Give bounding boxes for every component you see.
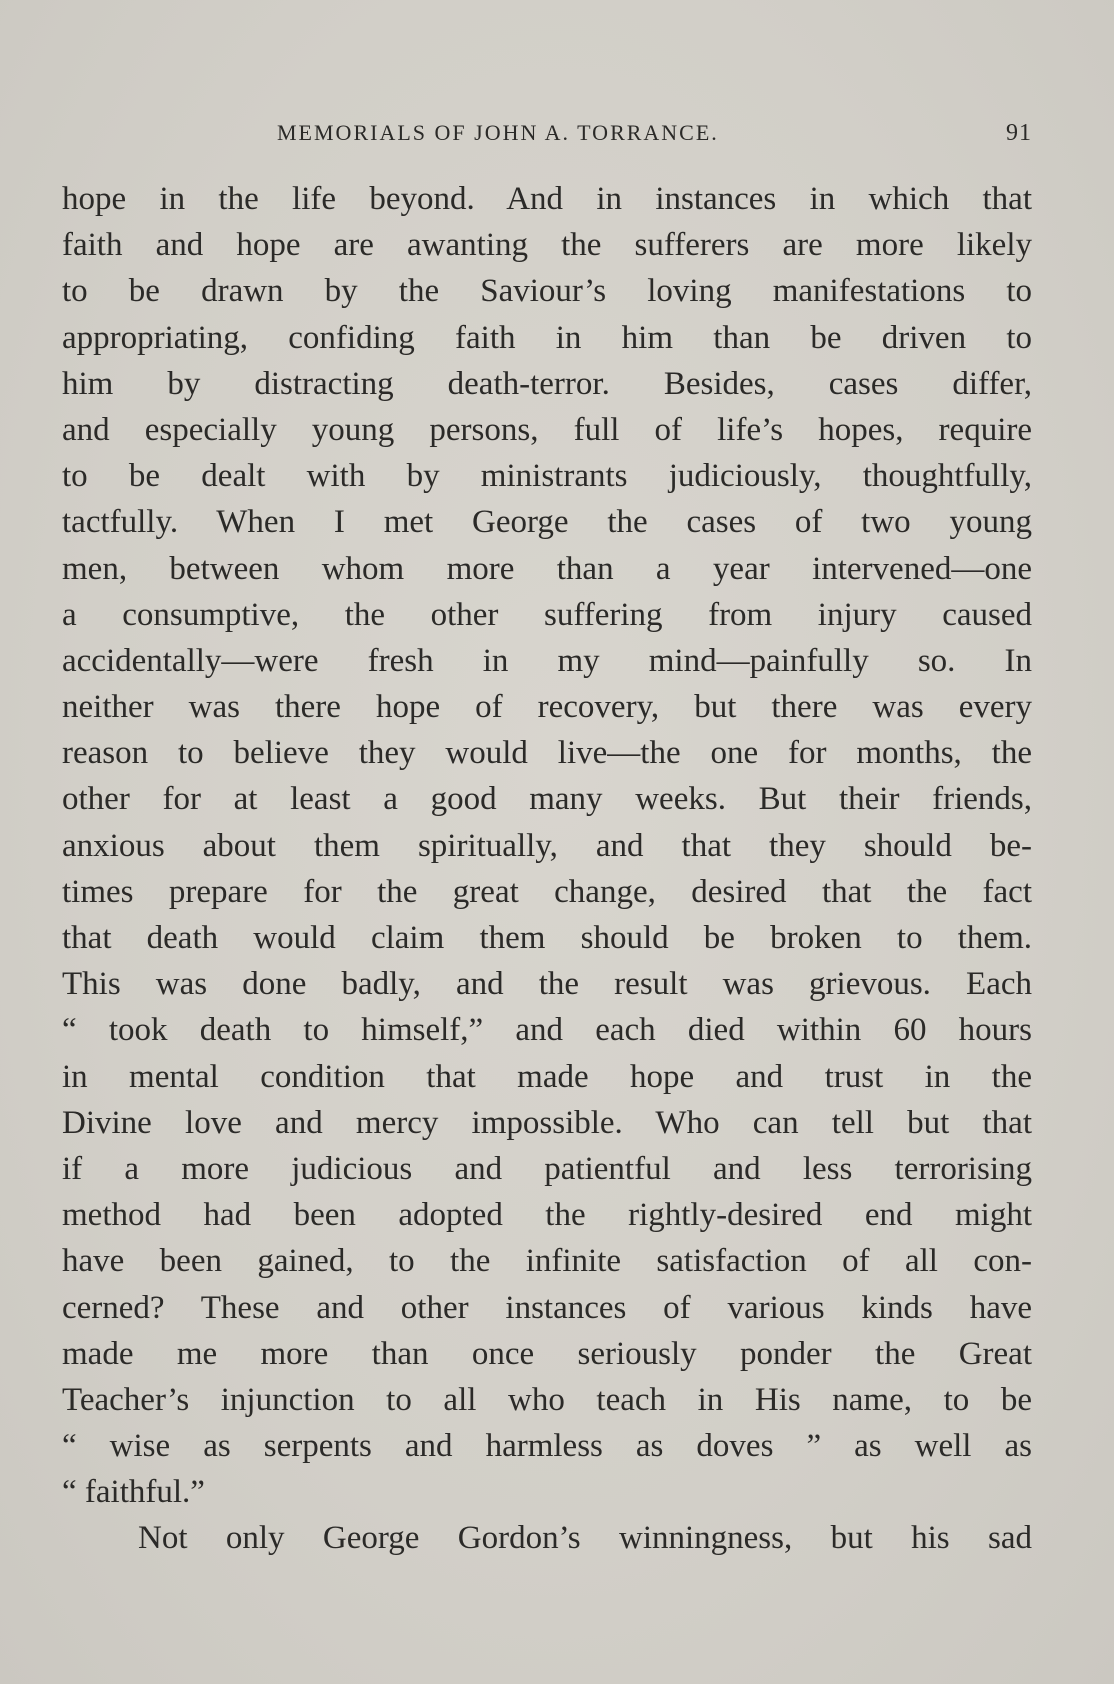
text-line-paragraph-end: “ faithful.” — [62, 1474, 205, 1511]
text-line: in mental condition that made hope and trust in the — [62, 1058, 1032, 1095]
text-line: faith and hope are awanting the sufferers are more likely — [62, 227, 1032, 264]
text-line: him by distracting death-terror. Besides, cases differ, — [62, 365, 1032, 402]
text-line: a consumptive, the other suffering from injury caused — [62, 596, 1032, 633]
text-line: to be drawn by the Saviour’s loving manifestations to — [62, 273, 1032, 310]
text-line: that death would claim them should be broken to them. — [62, 920, 1032, 956]
running-head — [62, 120, 1032, 154]
text-line: neither was there hope of recovery, but there was every — [62, 689, 1032, 726]
text-line: This was done badly, and the result was grievous. Each — [62, 966, 1032, 1003]
text-line: tactfully. When I met George the cases of two young — [62, 504, 1032, 541]
body-text — [62, 176, 1032, 1562]
text-line: men, between whom more than a year intervened—one — [62, 550, 1032, 587]
text-line: accidentally—were fresh in my mind—painfully so. In — [62, 642, 1032, 679]
text-line: appropriating, confiding faith in him than be driven to — [62, 319, 1032, 356]
text-line: to be dealt with by ministrants judiciously, thoughtfully, — [62, 458, 1032, 495]
running-title: MEMORIALS OF JOHN A. TORRANCE. — [277, 120, 719, 145]
text-line-paragraph-start: Not only George Gordon’s winningness, but his sad — [138, 1520, 1032, 1557]
text-line: made me more than once seriously ponder the Great — [62, 1335, 1032, 1372]
text-line: cerned? These and other instances of various kinds have — [62, 1289, 1032, 1326]
text-line: and especially young persons, full of life’s hopes, require — [62, 411, 1032, 448]
text-line: Divine love and mercy impossible. Who can tell but that — [62, 1104, 1032, 1141]
page-number: 91 — [1006, 120, 1032, 146]
text-line: Teacher’s injunction to all who teach in His name, to be — [62, 1381, 1032, 1418]
text-line: “ took death to himself,” and each died within 60 hours — [62, 1012, 1032, 1049]
text-line: “ wise as serpents and harmless as doves ” as well as — [62, 1428, 1032, 1465]
text-line: other for at least a good many weeks. But their friends, — [62, 781, 1032, 818]
text-line: times prepare for the great change, desired that the fact — [62, 873, 1032, 910]
text-line: method had been adopted the rightly-desired end might — [62, 1197, 1032, 1234]
text-line: hope in the life beyond. And in instances in which that — [62, 181, 1032, 217]
text-line: anxious about them spiritually, and that they should be- — [62, 827, 1032, 864]
text-line: have been gained, to the infinite satisfaction of all con- — [62, 1243, 1032, 1280]
text-line: reason to believe they would live—the one for months, the — [62, 735, 1032, 772]
text-line: if a more judicious and patientful and less terrorising — [62, 1150, 1032, 1187]
